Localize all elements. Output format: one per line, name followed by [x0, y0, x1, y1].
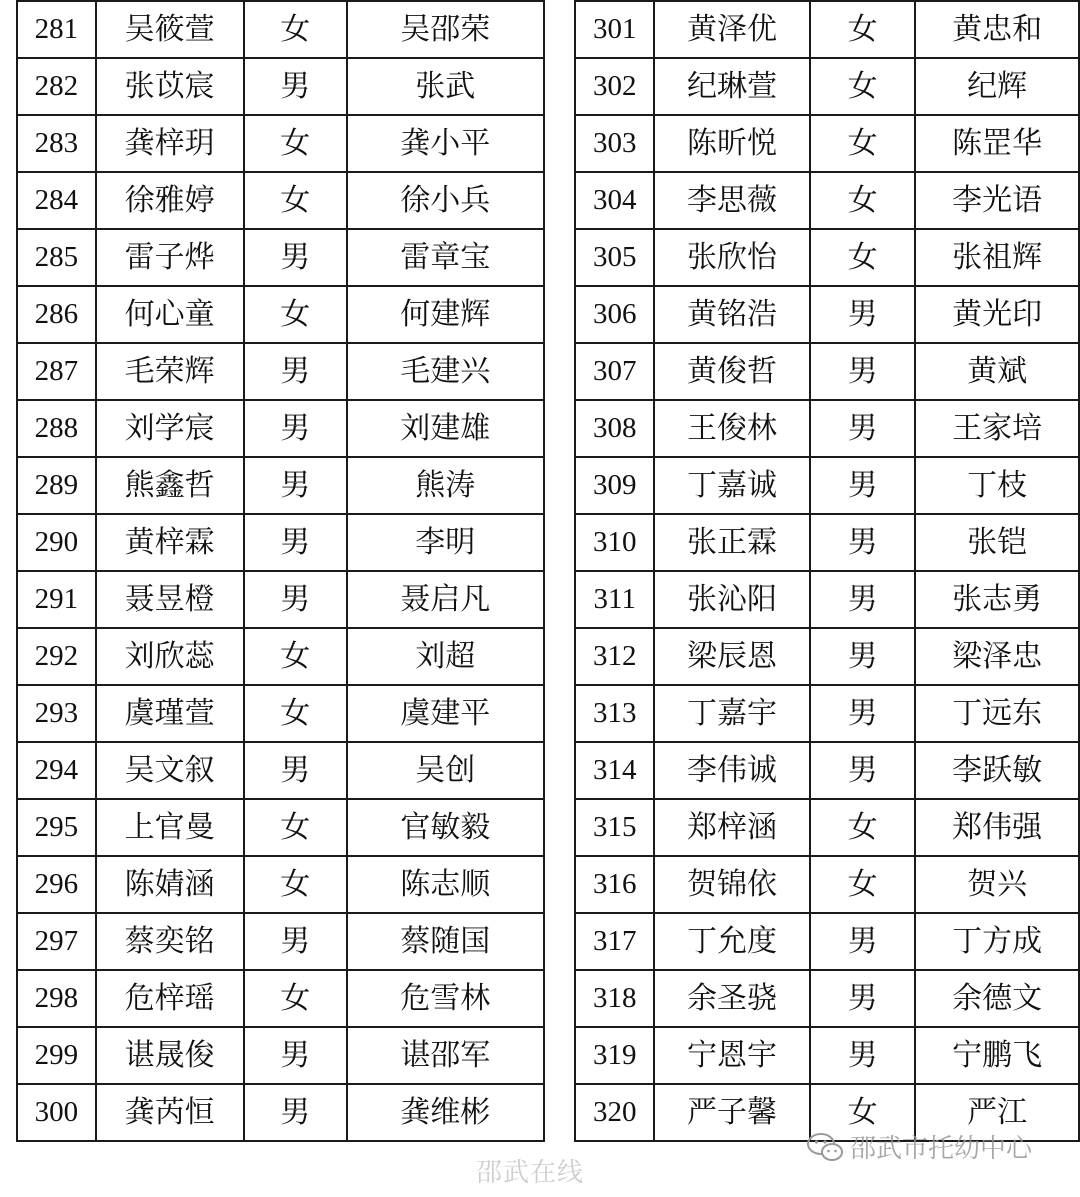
column-gap: [544, 742, 576, 799]
serial-number-cell: 311: [575, 571, 654, 628]
gender-cell: 男: [810, 1027, 916, 1084]
column-gap: [544, 58, 576, 115]
gender-cell: 男: [244, 400, 348, 457]
gender-cell: 男: [810, 571, 916, 628]
serial-number-cell: 316: [575, 856, 654, 913]
child-name-cell: 黄铭浩: [654, 286, 810, 343]
guardian-name-cell: 龚小平: [347, 115, 543, 172]
child-name-cell: 丁嘉诚: [654, 457, 810, 514]
table-row: [17, 970, 1079, 1027]
gender-cell: 女: [244, 685, 348, 742]
child-name-cell: 龚梓玥: [96, 115, 244, 172]
guardian-name-cell: 丁枝: [915, 457, 1079, 514]
child-name-cell: 刘欣蕊: [96, 628, 244, 685]
child-name-cell: 陈昕悦: [654, 115, 810, 172]
guardian-name-cell: 贺兴: [915, 856, 1079, 913]
serial-number-cell: 305: [575, 229, 654, 286]
gender-cell: 女: [244, 286, 348, 343]
child-name-cell: 郑梓涵: [654, 799, 810, 856]
gender-cell: 男: [810, 913, 916, 970]
gender-cell: 男: [810, 742, 916, 799]
gender-cell: 男: [244, 742, 348, 799]
serial-number-cell: 281: [17, 1, 96, 58]
serial-number-cell: 283: [17, 115, 96, 172]
guardian-name-cell: 雷章宝: [347, 229, 543, 286]
table-row: [17, 58, 1079, 115]
column-gap: [544, 229, 576, 286]
serial-number-cell: 310: [575, 514, 654, 571]
serial-number-cell: 288: [17, 400, 96, 457]
child-name-cell: 上官曼: [96, 799, 244, 856]
child-name-cell: 李思薇: [654, 172, 810, 229]
gender-cell: 女: [810, 1084, 916, 1141]
guardian-name-cell: 陈志顺: [347, 856, 543, 913]
guardian-name-cell: 吴邵荣: [347, 1, 543, 58]
column-gap: [544, 571, 576, 628]
child-name-cell: 熊鑫哲: [96, 457, 244, 514]
watermark-account: [806, 1128, 1032, 1165]
child-name-cell: 张正霖: [654, 514, 810, 571]
guardian-name-cell: 虞建平: [347, 685, 543, 742]
serial-number-cell: 294: [17, 742, 96, 799]
guardian-name-cell: 官敏毅: [347, 799, 543, 856]
child-name-cell: 黄俊哲: [654, 343, 810, 400]
column-gap: [544, 856, 576, 913]
serial-number-cell: 301: [575, 1, 654, 58]
gender-cell: 女: [244, 1, 348, 58]
child-name-cell: 陈婧涵: [96, 856, 244, 913]
child-name-cell: 张沁阳: [654, 571, 810, 628]
column-gap: [544, 1, 576, 58]
column-gap: [544, 400, 576, 457]
child-name-cell: 毛荣辉: [96, 343, 244, 400]
serial-number-cell: 308: [575, 400, 654, 457]
guardian-name-cell: 黄忠和: [915, 1, 1079, 58]
serial-number-cell: 290: [17, 514, 96, 571]
table-row: [17, 229, 1079, 286]
gender-cell: 女: [244, 856, 348, 913]
guardian-name-cell: 王家培: [915, 400, 1079, 457]
column-gap: [544, 799, 576, 856]
guardian-name-cell: 徐小兵: [347, 172, 543, 229]
gender-cell: 男: [244, 1084, 348, 1141]
guardian-name-cell: 张武: [347, 58, 543, 115]
child-name-cell: 蔡奕铭: [96, 913, 244, 970]
gender-cell: 男: [810, 400, 916, 457]
guardian-name-cell: 谌邵军: [347, 1027, 543, 1084]
serial-number-cell: 286: [17, 286, 96, 343]
gender-cell: 男: [244, 514, 348, 571]
child-name-cell: 何心童: [96, 286, 244, 343]
roster-body: [17, 0, 1079, 1141]
gender-cell: 女: [810, 229, 916, 286]
serial-number-cell: 284: [17, 172, 96, 229]
child-name-cell: 聂昱橙: [96, 571, 244, 628]
child-name-cell: 纪琳萱: [654, 58, 810, 115]
guardian-name-cell: 李跃敏: [915, 742, 1079, 799]
child-name-cell: 王俊林: [654, 400, 810, 457]
gender-cell: 女: [810, 1, 916, 58]
child-name-cell: 张苡宸: [96, 58, 244, 115]
child-name-cell: 贺锦依: [654, 856, 810, 913]
serial-number-cell: 306: [575, 286, 654, 343]
child-name-cell: 雷子烨: [96, 229, 244, 286]
gender-cell: 男: [244, 58, 348, 115]
guardian-name-cell: 纪辉: [915, 58, 1079, 115]
guardian-name-cell: 张铠: [915, 514, 1079, 571]
serial-number-cell: 299: [17, 1027, 96, 1084]
guardian-name-cell: 黄斌: [915, 343, 1079, 400]
child-name-cell: 谌晟俊: [96, 1027, 244, 1084]
gender-cell: 女: [244, 970, 348, 1027]
serial-number-cell: 317: [575, 913, 654, 970]
serial-number-cell: 295: [17, 799, 96, 856]
guardian-name-cell: 丁远东: [915, 685, 1079, 742]
serial-number-cell: 302: [575, 58, 654, 115]
wechat-icon: [806, 1131, 844, 1163]
column-gap: [544, 115, 576, 172]
gender-cell: 男: [244, 343, 348, 400]
gender-cell: 男: [244, 229, 348, 286]
guardian-name-cell: 熊涛: [347, 457, 543, 514]
guardian-name-cell: 刘建雄: [347, 400, 543, 457]
column-gap: [544, 286, 576, 343]
child-name-cell: 张欣怡: [654, 229, 810, 286]
column-gap: [544, 685, 576, 742]
table-row: [17, 514, 1079, 571]
column-gap: [544, 1084, 576, 1141]
child-name-cell: 梁辰恩: [654, 628, 810, 685]
table-row: [17, 400, 1079, 457]
table-row: [17, 172, 1079, 229]
column-gap: [544, 913, 576, 970]
serial-number-cell: 314: [575, 742, 654, 799]
child-name-cell: 黄泽优: [654, 1, 810, 58]
guardian-name-cell: 刘超: [347, 628, 543, 685]
guardian-name-cell: 蔡随国: [347, 913, 543, 970]
serial-number-cell: 296: [17, 856, 96, 913]
table-row: [17, 913, 1079, 970]
serial-number-cell: 292: [17, 628, 96, 685]
guardian-name-cell: 吴创: [347, 742, 543, 799]
serial-number-cell: 282: [17, 58, 96, 115]
child-name-cell: 李伟诚: [654, 742, 810, 799]
guardian-name-cell: 聂启凡: [347, 571, 543, 628]
table-row: [17, 1027, 1079, 1084]
serial-number-cell: 309: [575, 457, 654, 514]
serial-number-cell: 304: [575, 172, 654, 229]
gender-cell: 女: [810, 58, 916, 115]
child-name-cell: 黄梓霖: [96, 514, 244, 571]
guardian-name-cell: 宁鹏飞: [915, 1027, 1079, 1084]
table-row: [17, 1, 1079, 58]
child-name-cell: 吴文叙: [96, 742, 244, 799]
serial-number-cell: 298: [17, 970, 96, 1027]
gender-cell: 男: [244, 1027, 348, 1084]
roster-table: [16, 0, 1080, 1142]
child-name-cell: 丁允度: [654, 913, 810, 970]
child-name-cell: 刘学宸: [96, 400, 244, 457]
serial-number-cell: 285: [17, 229, 96, 286]
gender-cell: 男: [810, 685, 916, 742]
table-row: [17, 457, 1079, 514]
gender-cell: 女: [244, 799, 348, 856]
guardian-name-cell: 郑伟强: [915, 799, 1079, 856]
watermark-account-name: 邵武市托幼中心: [850, 1134, 1033, 1164]
table-row: [17, 343, 1079, 400]
guardian-name-cell: 张志勇: [915, 571, 1079, 628]
guardian-name-cell: 龚维彬: [347, 1084, 543, 1141]
serial-number-cell: 307: [575, 343, 654, 400]
serial-number-cell: 315: [575, 799, 654, 856]
serial-number-cell: 287: [17, 343, 96, 400]
gender-cell: 女: [244, 115, 348, 172]
serial-number-cell: 312: [575, 628, 654, 685]
gender-cell: 男: [810, 286, 916, 343]
gender-cell: 男: [810, 970, 916, 1027]
child-name-cell: 龚芮恒: [96, 1084, 244, 1141]
child-name-cell: 徐雅婷: [96, 172, 244, 229]
watermark-center: 邵武在线: [476, 1158, 585, 1188]
column-gap: [544, 514, 576, 571]
gender-cell: 男: [810, 514, 916, 571]
serial-number-cell: 319: [575, 1027, 654, 1084]
child-name-cell: 虞瑾萱: [96, 685, 244, 742]
guardian-name-cell: 梁泽忠: [915, 628, 1079, 685]
gender-cell: 女: [810, 799, 916, 856]
guardian-name-cell: 余德文: [915, 970, 1079, 1027]
serial-number-cell: 320: [575, 1084, 654, 1141]
gender-cell: 女: [810, 115, 916, 172]
table-row: [17, 856, 1079, 913]
child-name-cell: 危梓瑶: [96, 970, 244, 1027]
gender-cell: 女: [810, 172, 916, 229]
gender-cell: 男: [244, 457, 348, 514]
serial-number-cell: 318: [575, 970, 654, 1027]
table-row: [17, 286, 1079, 343]
table-row: [17, 115, 1079, 172]
guardian-name-cell: 危雪林: [347, 970, 543, 1027]
serial-number-cell: 289: [17, 457, 96, 514]
column-gap: [544, 1027, 576, 1084]
serial-number-cell: 300: [17, 1084, 96, 1141]
column-gap: [544, 343, 576, 400]
gender-cell: 男: [810, 628, 916, 685]
child-name-cell: 丁嘉宇: [654, 685, 810, 742]
serial-number-cell: 293: [17, 685, 96, 742]
column-gap: [544, 457, 576, 514]
guardian-name-cell: 丁方成: [915, 913, 1079, 970]
guardian-name-cell: 李光语: [915, 172, 1079, 229]
child-name-cell: 吴筱萱: [96, 1, 244, 58]
table-row: [17, 685, 1079, 742]
gender-cell: 男: [810, 343, 916, 400]
guardian-name-cell: 严江: [915, 1084, 1079, 1141]
table-row: [17, 799, 1079, 856]
guardian-name-cell: 张祖辉: [915, 229, 1079, 286]
gender-cell: 女: [244, 628, 348, 685]
gender-cell: 男: [810, 457, 916, 514]
guardian-name-cell: 毛建兴: [347, 343, 543, 400]
gender-cell: 女: [810, 856, 916, 913]
child-name-cell: 宁恩宇: [654, 1027, 810, 1084]
table-row: [17, 742, 1079, 799]
serial-number-cell: 291: [17, 571, 96, 628]
serial-number-cell: 313: [575, 685, 654, 742]
column-gap: [544, 970, 576, 1027]
guardian-name-cell: 何建辉: [347, 286, 543, 343]
serial-number-cell: 303: [575, 115, 654, 172]
child-name-cell: 严子馨: [654, 1084, 810, 1141]
column-gap: [544, 628, 576, 685]
serial-number-cell: 297: [17, 913, 96, 970]
table-row: [17, 628, 1079, 685]
guardian-name-cell: 李明: [347, 514, 543, 571]
table-row: [17, 571, 1079, 628]
guardian-name-cell: 黄光印: [915, 286, 1079, 343]
gender-cell: 男: [244, 913, 348, 970]
column-gap: [544, 172, 576, 229]
gender-cell: 女: [244, 172, 348, 229]
child-name-cell: 余圣骁: [654, 970, 810, 1027]
gender-cell: 男: [244, 571, 348, 628]
guardian-name-cell: 陈罡华: [915, 115, 1079, 172]
